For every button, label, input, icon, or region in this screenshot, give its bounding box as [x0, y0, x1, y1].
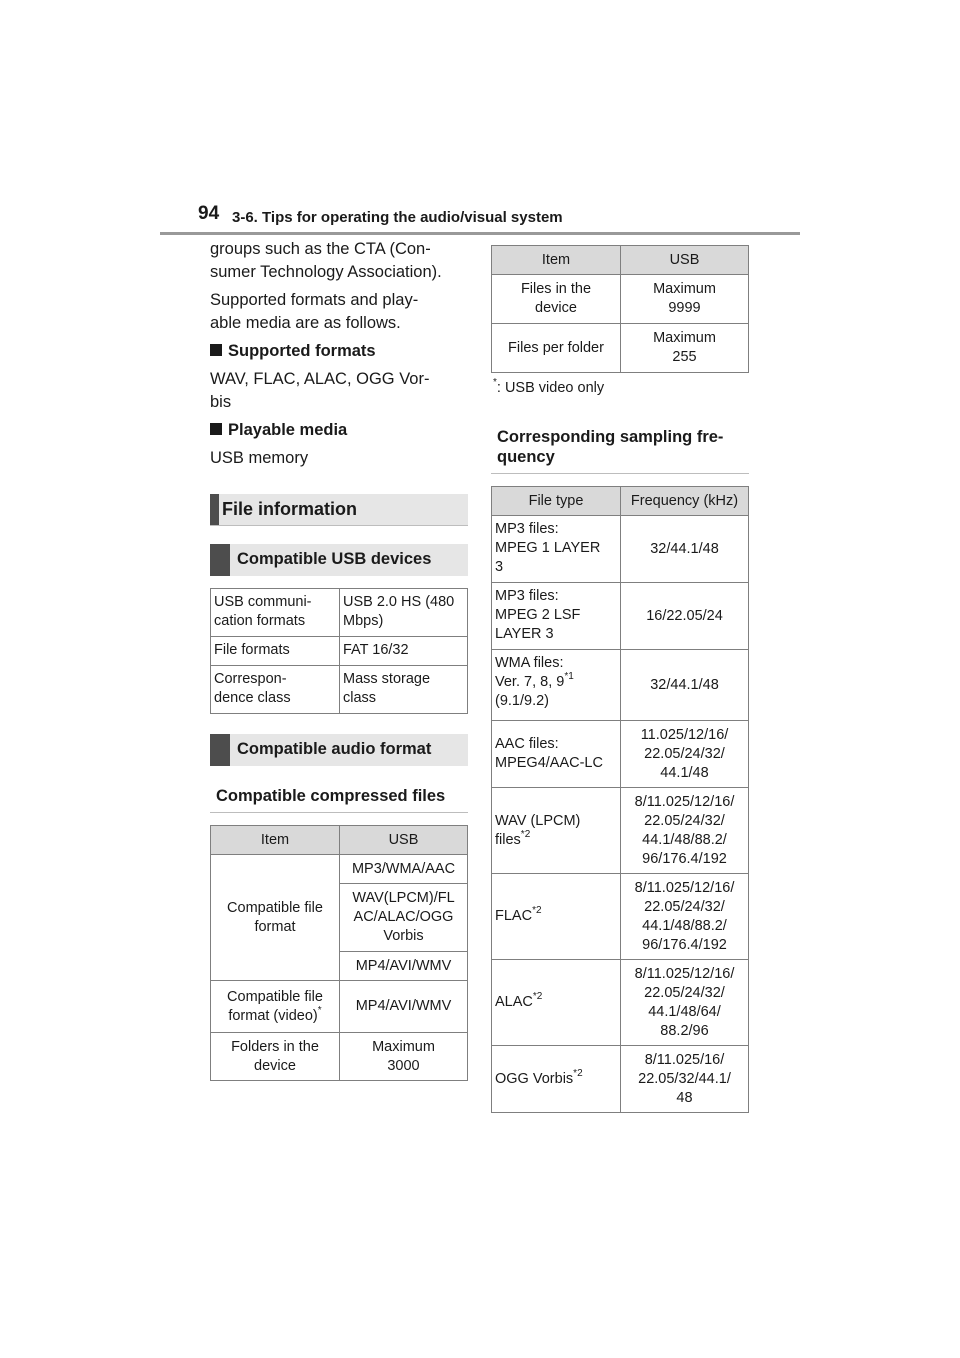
- cell-line: Correspon-: [214, 671, 287, 687]
- cell-line: 88.2/96: [660, 1022, 709, 1039]
- cell-line: WAV(LPCM)/FL: [352, 890, 455, 906]
- supported-formats-line: bis: [210, 393, 232, 411]
- header-rule: [160, 232, 800, 235]
- table-cell: File formats: [211, 637, 340, 666]
- table-row: [492, 583, 749, 650]
- supported-paragraph: [210, 289, 468, 335]
- left-column: [210, 238, 468, 1081]
- cell-line: 8/11.025/12/16/: [634, 879, 735, 896]
- table-row: [492, 516, 749, 583]
- table-cell: MP4/AVI/WMV: [340, 981, 468, 1033]
- table-row: [492, 650, 749, 721]
- table-cell: [340, 1033, 468, 1081]
- cell-line: 96/176.4/192: [642, 936, 727, 953]
- table-cell: [492, 516, 621, 583]
- usb-limits-table: [491, 245, 749, 373]
- footnote-marker: *1: [564, 671, 574, 682]
- cell-line: 22.05/24/32/: [644, 745, 725, 762]
- page-number: 94: [198, 203, 220, 224]
- cell-line: WMA files:: [495, 655, 564, 671]
- cell-text: files: [495, 831, 521, 848]
- heading-line: quency: [497, 448, 555, 466]
- table-row: [492, 788, 749, 874]
- table-row: [492, 1046, 749, 1113]
- cell-line: USB communi-: [214, 594, 312, 610]
- cell-line: Maximum: [372, 1038, 435, 1055]
- cell-line: dence class: [214, 690, 291, 706]
- cell-line: 22.05/24/32/: [644, 898, 725, 915]
- column-header: Frequency (kHz): [621, 487, 749, 516]
- cell-line: 44.1/48/88.2/: [642, 831, 727, 848]
- cell-line: format: [254, 918, 296, 935]
- heading-bar: [210, 544, 230, 576]
- column-header: Item: [211, 826, 340, 855]
- table-cell: [621, 788, 749, 874]
- cell-line: Maximum: [653, 330, 716, 346]
- table-cell: [211, 981, 340, 1033]
- cell-line: Mass storage: [343, 671, 431, 687]
- sampling-heading: [491, 421, 749, 474]
- cell-line: MP3 files:: [495, 588, 559, 604]
- table-cell: [621, 275, 749, 324]
- cell-line: 44.1/48: [660, 764, 709, 781]
- table-header-row: [492, 246, 749, 275]
- cell-line: device: [254, 1057, 296, 1074]
- intro-line: sumer Technology Association).: [210, 263, 442, 281]
- table-row: [492, 324, 749, 373]
- footnote-marker: *2: [520, 828, 531, 840]
- table-cell: [340, 884, 468, 952]
- right-column: [491, 245, 749, 1113]
- cell-text: FLAC: [495, 908, 533, 924]
- section-title: 3-6. Tips for operating the audio/visual system: [232, 209, 563, 226]
- cell-line: [214, 1004, 336, 1026]
- footnote: [493, 379, 749, 397]
- playable-media-heading: [210, 419, 468, 442]
- table-cell: [621, 960, 749, 1046]
- playable-media-value: USB memory: [210, 449, 309, 467]
- table-cell: [621, 324, 749, 373]
- cell-line: 8/11.025/12/16/: [634, 793, 735, 810]
- table-cell: FAT 16/32: [340, 637, 468, 666]
- table-cell: [621, 874, 749, 960]
- table-cell: MP4/AVI/WMV: [340, 952, 468, 981]
- table-row: [211, 855, 468, 884]
- cell-line: 3: [495, 559, 504, 575]
- table-header-row: [492, 487, 749, 516]
- footnote-marker: *: [493, 377, 497, 388]
- cell-line: AAC files:: [495, 736, 559, 752]
- cell-line: 3000: [387, 1057, 420, 1074]
- usb-devices-heading-text: Compatible USB devices: [237, 550, 432, 568]
- cell-line: MP3 files:: [495, 521, 559, 537]
- table-row: [492, 960, 749, 1046]
- cell-text: format (video): [228, 1007, 318, 1024]
- table-cell: [492, 721, 621, 788]
- cell-line: Compatible file: [227, 899, 323, 916]
- footnote-marker: *2: [532, 991, 543, 1002]
- cell-line: MPEG 1 LAYER: [495, 540, 601, 556]
- cell-line: 8/11.025/16/: [644, 1051, 725, 1068]
- cell-line: 96/176.4/192: [642, 850, 727, 867]
- footnote-marker: *2: [532, 905, 542, 916]
- table-row: [211, 1033, 468, 1081]
- cell-line: MPEG4/AAC-LC: [495, 755, 603, 771]
- table-header-row: [211, 826, 468, 855]
- square-bullet-icon: [210, 423, 222, 435]
- cell-line: 255: [672, 349, 697, 365]
- file-information-heading-text: File information: [222, 499, 357, 519]
- cell-line: Maximum: [653, 281, 716, 297]
- cell-line: device: [535, 300, 577, 316]
- table-cell: [621, 1046, 749, 1113]
- table-cell: [211, 666, 340, 714]
- sampling-table: [491, 486, 749, 1113]
- cell-line: WAV (LPCM): [495, 812, 581, 829]
- audio-format-heading-text: Compatible audio format: [237, 740, 432, 758]
- usb-devices-heading: [210, 544, 468, 576]
- table-cell: MP3/WMA/AAC: [340, 855, 468, 884]
- cell-line: [495, 673, 617, 692]
- cell-line: 22.05/24/32/: [644, 984, 725, 1001]
- table-row: [211, 637, 468, 666]
- playable-media-heading-text: Playable media: [228, 421, 348, 439]
- intro-paragraph: [210, 238, 468, 284]
- cell-line: Vorbis: [383, 928, 424, 944]
- compressed-files-table: [210, 825, 468, 1081]
- cell-line: [495, 828, 617, 850]
- cell-text: ALAC: [495, 994, 533, 1010]
- table-cell: [340, 589, 468, 637]
- square-bullet-icon: [210, 344, 222, 356]
- audio-format-heading: [210, 734, 468, 766]
- table-cell: [492, 583, 621, 650]
- table-row: [211, 589, 468, 637]
- heading-line: Corresponding sampling fre-: [497, 428, 724, 446]
- cell-line: 44.1/48/88.2/: [642, 917, 727, 934]
- table-cell: 32/44.1/48: [621, 516, 749, 583]
- table-cell: 32/44.1/48: [621, 650, 749, 721]
- cell-line: LAYER 3: [495, 626, 554, 642]
- cell-line: 9999: [668, 300, 701, 316]
- file-information-heading: [210, 494, 468, 526]
- cell-line: MPEG 2 LSF: [495, 607, 581, 623]
- table-cell: [492, 650, 621, 721]
- cell-line: 48: [676, 1089, 693, 1106]
- usb-devices-table: [210, 588, 468, 714]
- table-cell: [340, 666, 468, 714]
- heading-bar: [210, 494, 219, 525]
- table-cell: [211, 1033, 340, 1081]
- supported-formats-heading-text: Supported formats: [228, 342, 376, 360]
- cell-line: 44.1/48/64/: [648, 1003, 721, 1020]
- table-row: [211, 981, 468, 1033]
- table-cell: [492, 874, 621, 960]
- supported-line: Supported formats and play-: [210, 291, 419, 309]
- column-header: USB: [340, 826, 468, 855]
- table-cell: Files per folder: [492, 324, 621, 373]
- cell-line: USB 2.0 HS (480: [343, 594, 455, 610]
- table-cell: [621, 721, 749, 788]
- column-header: File type: [492, 487, 621, 516]
- table-cell: [211, 589, 340, 637]
- compressed-files-heading: Compatible compressed files: [210, 780, 468, 813]
- heading-bar: [210, 734, 230, 766]
- column-header: Item: [492, 246, 621, 275]
- cell-line: 11.025/12/16/: [640, 726, 729, 743]
- supported-formats-heading: [210, 340, 468, 363]
- footnote-marker: *: [317, 1004, 322, 1016]
- cell-line: 22.05/32/44.1/: [638, 1070, 731, 1087]
- table-row: [492, 874, 749, 960]
- table-cell: [492, 960, 621, 1046]
- cell-line: 22.05/24/32/: [644, 812, 725, 829]
- intro-line: groups such as the CTA (Con-: [210, 240, 431, 258]
- footnote-marker: *2: [573, 1067, 583, 1079]
- supported-formats-line: WAV, FLAC, ALAC, OGG Vor-: [210, 370, 430, 388]
- cell-line: 8/11.025/12/16/: [634, 965, 735, 982]
- table-row: [492, 275, 749, 324]
- table-row: [211, 666, 468, 714]
- cell-text: OGG Vorbis: [495, 1070, 574, 1087]
- table-cell: 16/22.05/24: [621, 583, 749, 650]
- table-cell: [492, 1046, 621, 1113]
- cell-line: Files in the: [520, 281, 592, 297]
- table-cell: [211, 855, 340, 981]
- cell-line: Compatible file: [227, 988, 323, 1005]
- footnote-text: : USB video only: [496, 380, 605, 396]
- cell-line: AC/ALAC/OGG: [353, 909, 454, 925]
- cell-line: Mbps): [343, 613, 384, 629]
- supported-line: able media are as follows.: [210, 314, 401, 332]
- table-cell: [492, 275, 621, 324]
- cell-line: class: [343, 690, 377, 706]
- table-row: [492, 721, 749, 788]
- column-header: USB: [621, 246, 749, 275]
- cell-line: cation formats: [214, 613, 306, 629]
- table-cell: [492, 788, 621, 874]
- cell-line: Folders in the: [231, 1038, 319, 1055]
- cell-line: (9.1/9.2): [495, 693, 549, 709]
- supported-formats-value: [210, 368, 468, 414]
- cell-text: Ver. 7, 8, 9: [495, 674, 565, 690]
